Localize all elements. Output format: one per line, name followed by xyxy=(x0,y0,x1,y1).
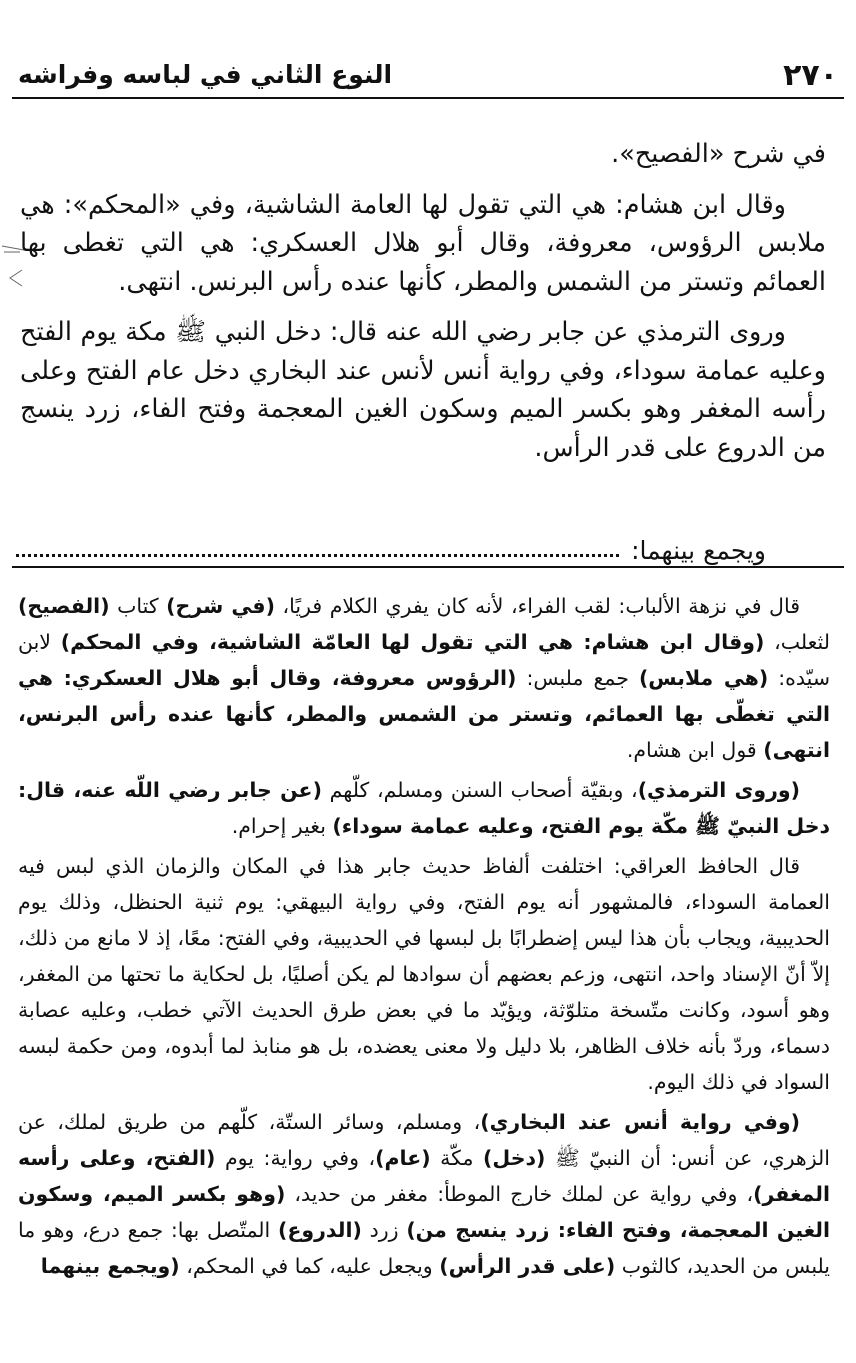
commentary-paragraph xyxy=(18,1104,830,1284)
page-header xyxy=(18,52,838,100)
text-run: جمع ملبس: xyxy=(516,666,639,690)
text-run: ، وفي رواية عن لملك خارج الموطأ: مغفر من حديد، xyxy=(285,1182,754,1206)
text-run: ، وبقيّة أصحاب السنن ومسلم، كلّهم xyxy=(321,778,638,802)
commentary-paragraph xyxy=(18,588,830,768)
text-run: زرد xyxy=(361,1218,407,1242)
continuation-line xyxy=(16,525,766,565)
bold-quoted-run: (ويجمع بينهما xyxy=(40,1254,180,1278)
commentary-paragraph xyxy=(18,772,830,844)
dotted-leader xyxy=(16,554,619,557)
text-run: لابن سيّده: xyxy=(18,630,831,690)
bold-quoted-run: (وقال ابن هشام: هي التي تقول لها العامّة الشاشية، وفي المحكم) xyxy=(60,630,765,654)
page-number: ٢٧٠ xyxy=(783,58,838,93)
bold-quoted-run: (وفي رواية أنس عند البخاري) xyxy=(480,1110,800,1134)
bold-quoted-run: (الدروع) xyxy=(278,1218,362,1242)
continuation-label: ويجمع بينهما: xyxy=(631,536,766,565)
bold-quoted-run: (الرؤوس معروفة، وقال أبو هلال العسكري: هي التي تغطّى بها العمائم، وتستر من الشمس والمطر، كأنها عنده رأس البرنس، انتهى) xyxy=(18,666,830,762)
bold-quoted-run: (عام) xyxy=(375,1146,431,1170)
running-title: النوع الثاني في لباسه وفراشه xyxy=(18,60,393,89)
bold-quoted-run: (وهو بكسر الميم، وسكون الغين المعجمة، وفتح الفاء: زرد ينسج من) xyxy=(18,1182,830,1242)
footnote-separator xyxy=(12,566,844,568)
text-run: كتاب xyxy=(109,594,167,618)
bold-quoted-run: (في شرح) xyxy=(166,594,275,618)
text-run: المتّصل بها: جمع درع، وهو ما يلبس من الحديد، كالثوب xyxy=(18,1218,830,1278)
text-run: بغير إحرام. xyxy=(231,814,333,838)
text-run: ، ومسلم، وسائر الستّة، كلّهم من طريق لملك، عن الزهري، عن أنس: أن النبيّ ﷺ xyxy=(18,1110,830,1170)
main-text-paragraph: وقال ابن هشام: هي التي تقول لها العامة الشاشية، وفي «المحكم»: هي ملابس الرؤوس، معروفة، وقال أبو هلال العسكري: هي التي تغطى بها العمائم وتستر من الشمس والمطر، كأنها عنده رأس البرنس. انتهى. xyxy=(20,189,826,297)
bold-quoted-run: (على قدر الرأس) xyxy=(439,1254,616,1278)
text-run: قال في نزهة الألباب: لقب الفراء، لأنه كان يفري الكلام فريًا، xyxy=(274,594,800,618)
bold-quoted-run: (الفصيح) xyxy=(18,594,110,618)
commentary-paragraph xyxy=(18,848,830,1100)
commentary-text xyxy=(18,588,830,1288)
bold-quoted-run: (الفتح، وعلى رأسه المغفر) xyxy=(18,1146,830,1206)
text-run: ويجعل عليه، كما في المحكم، xyxy=(179,1254,440,1278)
text-run: ، وفي رواية: يوم xyxy=(215,1146,376,1170)
main-text-paragraph: في شرح «الفصيح». xyxy=(611,139,826,169)
text-run: مكّة xyxy=(430,1146,484,1170)
text-run: قول ابن هشام. xyxy=(626,738,764,762)
bold-quoted-run: (وروى الترمذي) xyxy=(637,778,800,802)
text-run: قال الحافظ العراقي: اختلفت ألفاظ حديث جابر هذا في المكان والزمان الذي لبس فيه العمامة السوداء، فالمشهور أنه يوم الفتح، وفي رواية البيهقي: يوم ثنية الحنظل، وذلك يوم الحديبية، ويجاب بأن هذا ليس إضطرابًا بل لبسها في الحديبية، وفي الفتح: معًا، إذ لا مانع من ذلك، إلاّ أنّ الإسناد واحد، انتهى، وزعم بعضهم أن سوادها لم يكن أصليًا، بل لحكاية ما تحتها من المغفر، وهو أسود، وكانت متّسخة متلوّثة، ويؤيّد ما في بعض طرق الحديث الآتي خطب، وعليه عصابة دسماء، وردّ بأنه خلاف الظاهر، بلا دليل ولا معنى يعضده، بل هو منابذ لما أبدوه، ومن حكمة لبسه السواد في ذلك اليوم. xyxy=(18,854,830,1094)
bold-quoted-run: (هي ملابس) xyxy=(638,666,769,690)
text-run: لثعلب، xyxy=(764,630,830,654)
main-text-paragraph: وروى الترمذي عن جابر رضي الله عنه قال: دخل النبي ﷺ مكة يوم الفتح وعليه عمامة سوداء، وفي رواية أنس لأنس عند البخاري دخل عام الفتح وعلى رأسه المغفر وهو بكسر الميم وسكون الغين المعجمة وفتح الفاء، زرد ينسج من الدروع على قدر الرأس. xyxy=(20,317,826,463)
bold-quoted-run: (دخل) xyxy=(483,1146,546,1170)
header-rule xyxy=(12,97,844,99)
bold-quoted-run: (عن جابر رضي اللّه عنه، قال: دخل النبيّ ﷺ مكّة يوم الفتح، وعليه عمامة سوداء) xyxy=(18,778,830,838)
main-text xyxy=(20,135,826,479)
